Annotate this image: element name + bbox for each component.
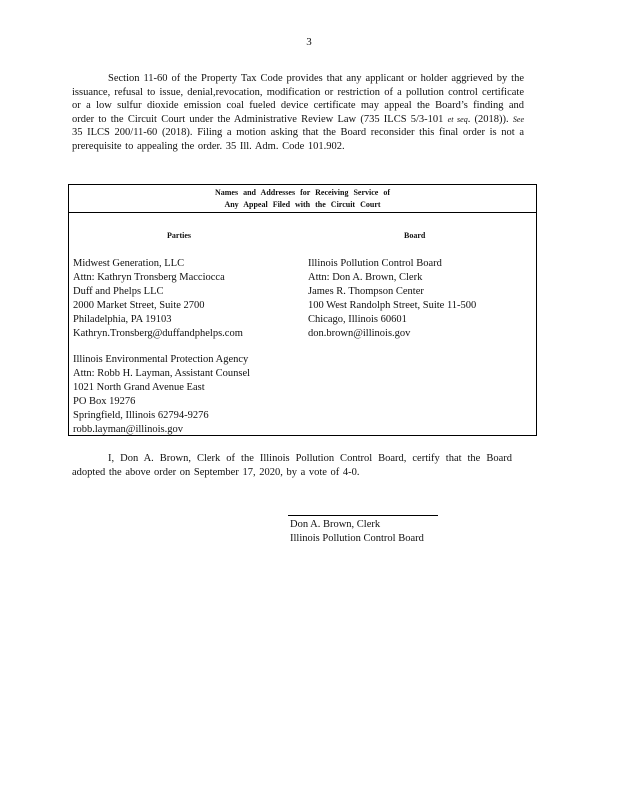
board-column-header: Board — [404, 231, 426, 240]
paragraph-text-3: 35 ILCS 200/11-60 (2018). Filing a motion asking that the Board reconsider this final order is not a prerequisite to appealing the order. 35 Ill. Adm. Code 101.902. — [72, 127, 524, 152]
address-line: 2000 Market Street, Suite 2700 — [73, 300, 205, 311]
address-line: Springfield, Illinois 62794-9276 — [73, 410, 209, 421]
address-line: 100 West Randolph Street, Suite 11-500 — [308, 300, 477, 311]
appeal-rights-paragraph — [72, 72, 524, 154]
table-heading-line-1: Names and Addresses for Receiving Service of — [214, 188, 391, 197]
paragraph-text-2: . (2018)). — [467, 113, 513, 125]
board-address — [308, 257, 476, 341]
address-line: PO Box 19276 — [73, 396, 136, 407]
table-heading — [69, 185, 536, 213]
signature-line — [288, 515, 438, 516]
email-address: don.brown@illinois.gov — [308, 328, 411, 339]
party-address-illinois-epa — [73, 353, 250, 437]
signature-block — [290, 518, 424, 546]
address-line: Attn: Kathryn Tronsberg Macciocca — [73, 272, 225, 283]
page-number: 3 — [306, 36, 312, 48]
et-seq-text: et seq — [447, 114, 468, 124]
parties-column-header: Parties — [167, 231, 191, 240]
email-address: robb.layman@illinois.gov — [73, 424, 183, 435]
certification-text: I, Don A. Brown, Clerk of the Illinois Pollution Control Board, certify that the Board adopted the above order on September 17, 2020, by a vote of 4-0. — [72, 453, 512, 478]
table-heading-line-2: Any Appeal Filed with the Circuit Court — [224, 200, 381, 209]
service-addresses-table — [68, 184, 537, 436]
address-line: Chicago, Illinois 60601 — [308, 314, 407, 325]
party-address-midwest-generation — [73, 257, 243, 341]
email-address: Kathryn.Tronsberg@duffandphelps.com — [73, 328, 243, 339]
signer-organization: Illinois Pollution Control Board — [290, 533, 424, 544]
address-line: Duff and Phelps LLC — [73, 286, 164, 297]
address-line: Illinois Pollution Control Board — [308, 258, 442, 269]
address-line: Attn: Robb H. Layman, Assistant Counsel — [73, 368, 251, 379]
paragraph-text-1: Section 11-60 of the Property Tax Code provides that any applicant or holder aggrieved by the issuance, refusal to issue, denial,revocation, modification or restriction of a pollution control certificate or a low sulfur dioxide emission coal fueled device certificate may appeal the Board’s finding and order to the Circuit Court under the Administrative Review Law (735 ILCS 5/3-101 — [72, 73, 524, 125]
address-line: 1021 North Grand Avenue East — [73, 382, 205, 393]
address-line: James R. Thompson Center — [308, 286, 424, 297]
address-line: Philadelphia, PA 19103 — [73, 314, 172, 325]
address-line: Illinois Environmental Protection Agency — [73, 354, 249, 365]
signer-name: Don A. Brown, Clerk — [290, 519, 381, 530]
address-line: Attn: Don A. Brown, Clerk — [308, 272, 423, 283]
clerk-certification — [72, 452, 512, 480]
see-signal-text: See — [512, 114, 524, 124]
address-line: Midwest Generation, LLC — [73, 258, 185, 269]
